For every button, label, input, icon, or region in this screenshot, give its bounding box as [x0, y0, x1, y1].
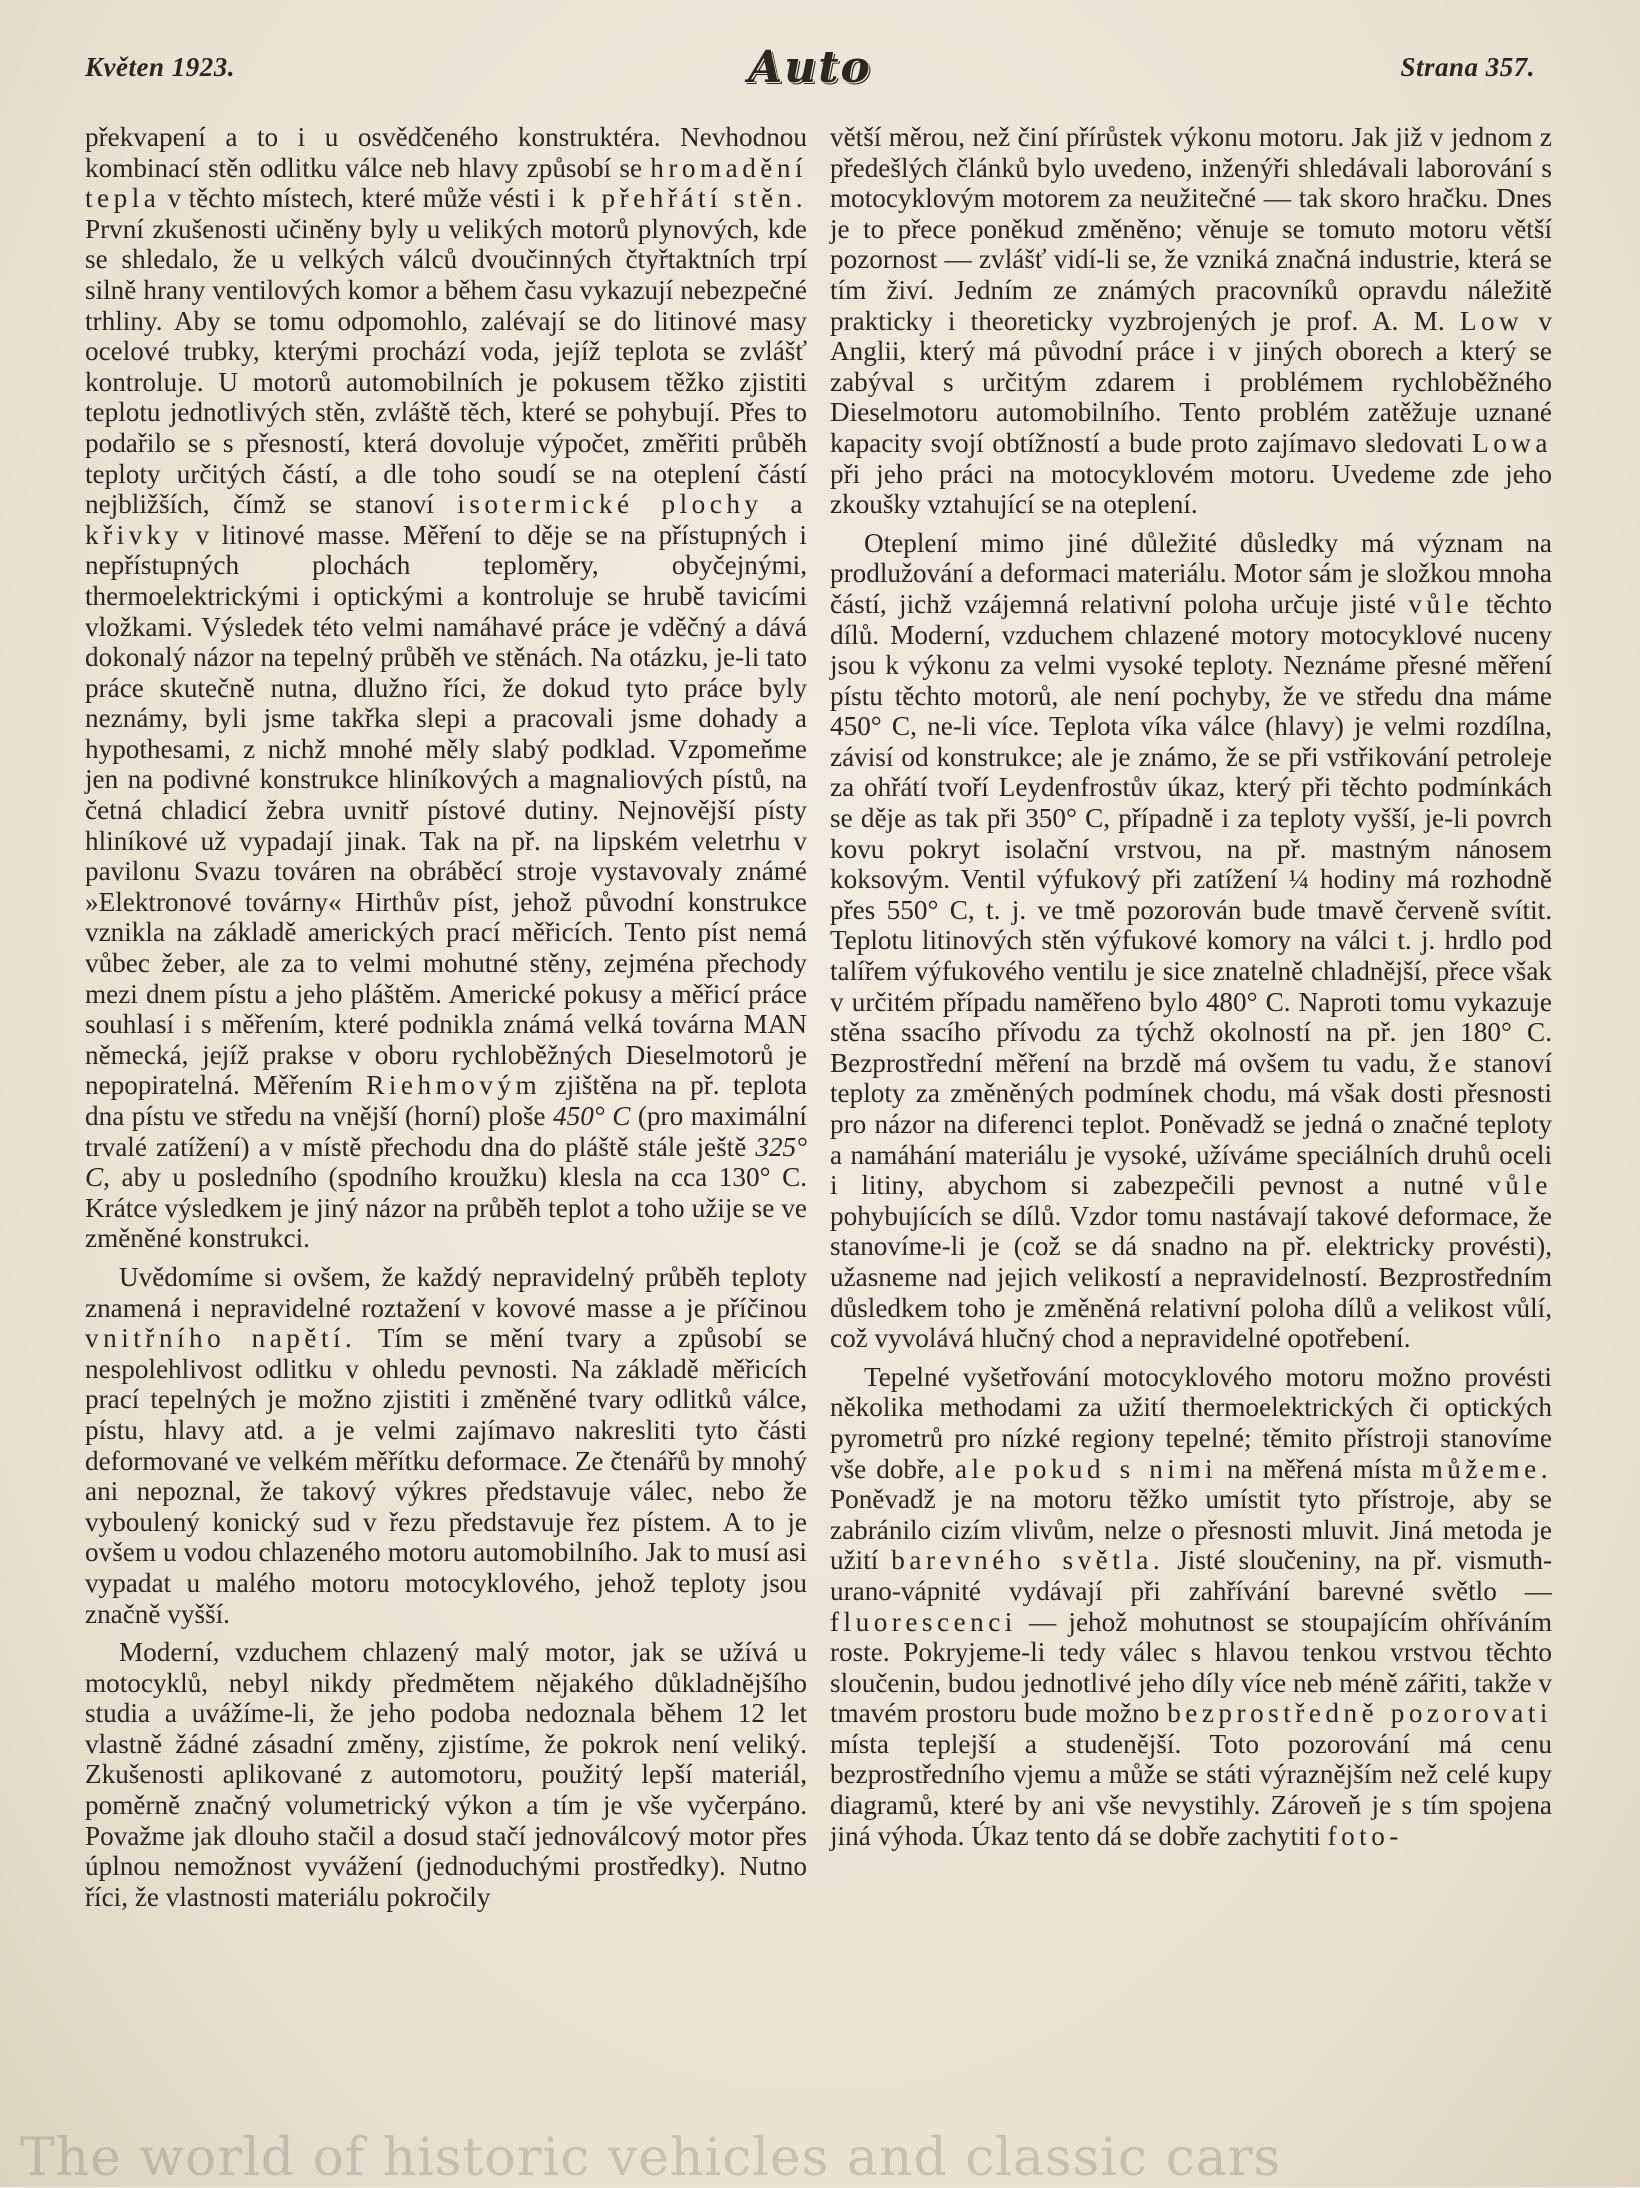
right-column: [830, 122, 1552, 1851]
paragraph: překvapení a to i u osvědčeného konstruktéra. Nevhodnou kombinací stěn odlitku válce neb hlavy způsobí se hromadění tepla v těchto místech, které může vésti i k přehřátí stěn. První zkušenosti učiněny byly u velikých motorů plynových, kde se shledalo, že u velkých válců dvoučinných čtyřtaktních trpí silně hrany ventilových komor a během času vykazují nebezpečné trhliny. Aby se tomu odpomohlo, zalévají se do litinové masy ocelové trubky, kterými prochází voda, jejíž teplota se zvlášť kontroluje. U motorů automobilních je pokusem těžko zjistiti teplotu jednotlivých stěn, zvláště těch, které se pohybují. Přes to podařilo se s přesností, která dovoluje výpočet, změřiti průběh teploty určitých částí, a dle toho soudí se na oteplení částí nejbližších, čímž se stanoví isotermické plochy a křivky v litinové masse. Měření to děje se na přístupných i nepřístupných plochách teploměry, obyčejnými, thermoelektrickými i optickými a kontroluje se hrubě tavicími vložkami. Výsledek této velmi namáhavé práce je vděčný a dává dokonalý názor na tepelný průběh ve stěnách. Na otázku, je-li tato práce skutečně nutna, dlužno říci, že dokud tyto práce byly neznámy, byli jsme takřka slepi a pracovali jsme dohady a hypothesami, z nichž mnohé měly slabý podklad. Vzpomeňme jen na podivné konstrukce hliníkových a magnaliových pístů, na četná chladicí žebra uvnitř pístové dutiny. Nejnovější písty hliníkové už vypadají jinak. Tak na př. na lipském veletrhu v pavilonu Svazu továren na obráběcí stroje vystavovaly známé »Elektronové továrny« Hirthův píst, jehož původní konstrukce vznikla na základě amerických prací měřicích. Tento píst nemá vůbec žeber, ale za to velmi mohutné stěny, zejména přechody mezi dnem pístu a jeho pláštěm. Americké pokusy a měřicí práce souhlasí i s měřením, které podnikla známá velká továrna MAN německá, jejíž prakse v oboru rychloběžných Dieselmotorů je nepopiratelná. Měřením Riehmovým zjištěna na př. teplota dna pístu ve středu na vnější (horní) ploše 450° C (pro maximální trvalé zatížení) a v místě přechodu dna do pláště stále ještě 325° C, aby u posledního (spodního kroužku) klesla na cca 130° C. Krátce výsledkem je jiný názor na průběh teplot a toho užije se ve změněné konstrukci.: [85, 122, 807, 1254]
issue-date: Květen 1923.: [85, 52, 235, 82]
page-header: [85, 42, 1535, 102]
paragraph: Moderní, vzduchem chlazený malý motor, jak se užívá u motocyklů, nebyl nikdy předmětem nějakého důkladnějšího studia a uvážíme-li, že jeho podoba nedoznala během 12 let vlastně žádné zásadní změny, zjistíme, že pokrok není veliký. Zkušenosti aplikované z automotoru, použitý lepší materiál, poměrně značný volumetrický výkon a tím je vše vyčerpáno. Považme jak dlouho stačil a dosud stačí jednoválcový motor přes úplnou nemožnost vyvážení (jednoduchými prostředky). Nutno říci, že vlastnosti materiálu pokročily: [85, 1637, 807, 1912]
paragraph: Uvědomíme si ovšem, že každý nepravidelný průběh teploty znamená i nepravidelné roztažení v kovové masse a je příčinou vnitřního napětí. Tím se mění tvary a způsobí se nespolehlivost odlitku v ohledu pevnosti. Na základě měřicích prací tepelných je možno zjistiti i změněné tvary odlitků válce, pístu, hlavy atd. a je velmi zajímavo nakresliti tyto části deformované ve velkém měřítku deformace. Ze čtenářů by mnohý ani nepoznal, že takový výkres představuje válec, nebo že vyboulený konický sud v řezu představuje řez pístem. A to je ovšem u vodou chlazeného motoru automobilního. Jak to musí asi vypadat u malého motoru motocyklového, jehož teploty jsou značně vyšší.: [85, 1261, 807, 1629]
page-number: Strana 357.: [1400, 52, 1535, 82]
magazine-logo: Auto: [748, 42, 872, 93]
watermark-text: The world of historic vehicles and classic cars: [20, 2128, 1282, 2188]
left-column: [85, 122, 807, 1912]
paragraph: Oteplení mimo jiné důležité důsledky má význam na prodlužování a deformaci materiálu. Motor sám je složkou mnoha částí, jichž vzájemná relativní poloha určuje jisté vůle těchto dílů. Moderní, vzduchem chlazené motory motocyklové nuceny jsou k výkonu za velmi vysoké teploty. Neznáme přesné měření pístu těchto motorů, ale není pochyby, že ve středu dna máme 450° C, ne-li více. Teplota víka válce (hlavy) je velmi rozdílna, závisí od konstrukce; ale je známo, že se při vstřikování petroleje za ohřátí tvoří Leydenfrostův úkaz, který při těchto podmínkách se děje as tak při 350° C, případně i za teploty vyšší, je-li povrch kovu pokryt isolační vrstvou, na př. mastným nánosem koksovým. Ventil výfukový při zatížení ¼ hodiny má rozhodně přes 550° C, t. j. ve tmě pozorován bude tmavě červeně svítit. Teplotu litinových stěn výfukové komory na válci t. j. hrdlo pod talířem výfukového ventilu je sice znatelně chladnější, přece však v určitém případu naměřeno bylo 480° C. Naproti tomu vykazuje stěna ssacího přívodu za týchž okolností na př. jen 180° C. Bezprostřední měření na brzdě má ovšem tu vadu, že stanoví teploty za změněných podmínek chodu, má však dosti přesnosti pro názor na diferenci teplot. Poněvadž se jedná o značné teploty a namáhání materiálu je vysoké, užíváme speciálních druhů oceli i litiny, abychom si zabezpečili pevnost a nutné vůle pohybujících se dílů. Vzdor tomu nastávají takové deformace, že stanovíme-li je (což se dá snadno na př. elektricky provésti), užasneme nad jejich velikostí a nepravidelností. Bezprostředním důsledkem toho je změněná relativní poloha dílů a velikost vůlí, což vyvolává hlučný chod a nepravidelné opotřebení.: [830, 527, 1552, 1354]
paragraph: větší měrou, než činí přírůstek výkonu motoru. Jak již v jednom z předešlých článků bylo uvedeno, inženýři shledávali laborování s motocyklovým motorem za neužitečné — tak skoro hračku. Dnes je to přece poněkud změněno; věnuje se tomuto motoru větší pozornost — zvlášť vidí-li se, že vzniká značná industrie, která se tím živí. Jedním ze známých pracovníků opravdu náležitě prakticky i theoreticky vyzbrojených je prof. A. M. Low v Anglii, který má původní práce i v jiných oborech a který se zabýval s určitým zdarem i problémem rychloběžného Dieselmotoru automobilního. Tento problém zatěžuje uznané kapacity svojí obtížností a bude proto zajímavo sledovati Lowa při jeho práci na motocyklovém motoru. Uvedeme zde jeho zkoušky vztahující se na oteplení.: [830, 122, 1552, 520]
paragraph: Tepelné vyšetřování motocyklového motoru možno provésti několika methodami za užití thermoelektrických či optických pyrometrů pro nízké regiony tepelné; těmito přístroji stanovíme vše dobře, ale pokud s nimi na měřená místa můžeme. Poněvadž je na motoru těžko umístit tyto přístroje, aby se zabránilo cizím vlivům, nelze o přesnosti mluvit. Jiná metoda je užití barevného světla. Jisté sloučeniny, na př. vismuth-urano-vápnité vydávají při zahřívání barevné světlo — fluorescenci — jehož mohutnost se stoupajícím ohříváním roste. Pokryjeme-li tedy válec s hlavou tenkou vrstvou těchto sloučenin, budou jednotlivé jeho díly více neb méně zářiti, takže v tmavém prostoru bude možno bezprostředně pozorovati místa teplejší a studenější. Toto pozorování má cenu bezprostředního vjemu a může se státi výraznějším než celé kupy diagramů, které by ani vše nevystihly. Zároveň je s tím spojena jiná výhoda. Úkaz tento dá se dobře zachytiti foto-: [830, 1361, 1553, 1851]
